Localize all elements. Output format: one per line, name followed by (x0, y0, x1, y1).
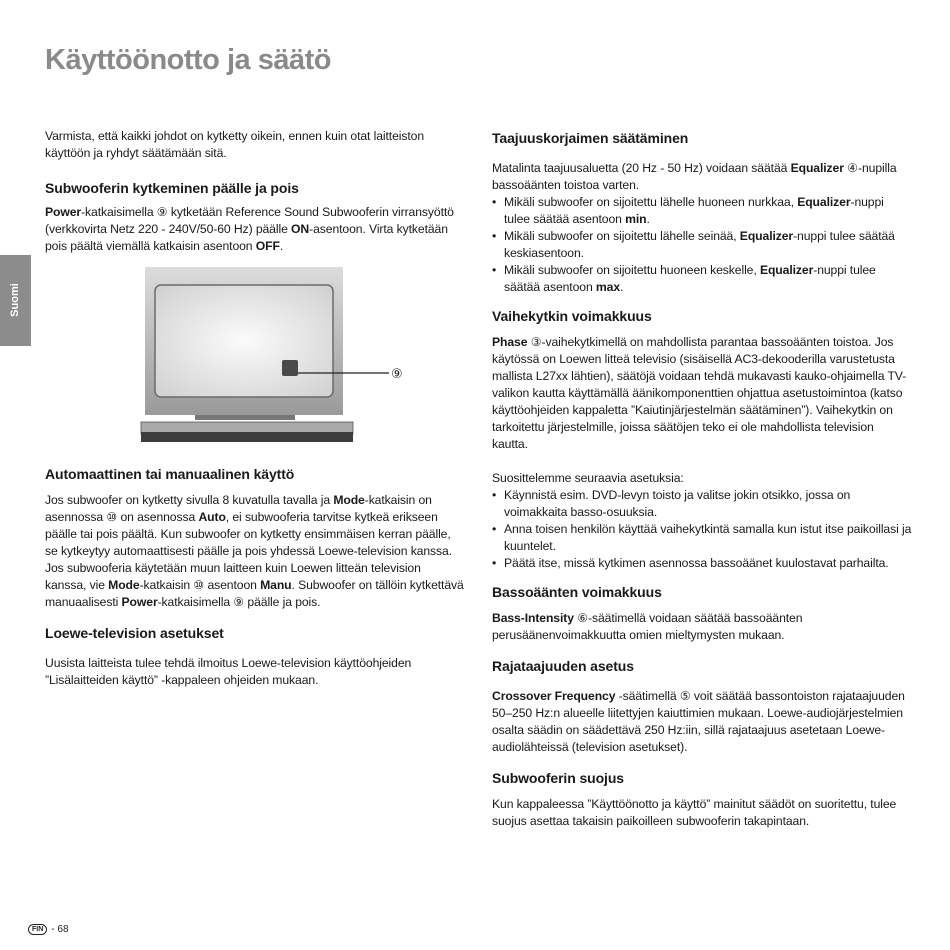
list-item: • Mikäli subwoofer on sijoitettu lähelle huoneen nurkkaa, Equalizer-nuppi tulee säätää asentoon min. (492, 194, 912, 228)
power-switch-paragraph: Power-katkaisimella ⑨ kytketään Reference Sound Subwooferin virransyöttö (verkkovirta Netz 220 - 240V/50-60 Hz) päälle ON-asentoon. Virta kytketään pois päältä viemällä katkaisin asentoon OFF. (45, 205, 454, 253)
phase-paragraph: Phase ③-vaihekytkimellä on mahdollista parantaa bassoäänten toistoa. Jos käytössä on Loewen litteä televisio (sisäisellä AC3-dekooderilla varustetusta mallista L27xx lähtien), säätöjä voidaan tehdä mukavasti kauko-ohjaimella TV-valikon kautta käyttämällä äänikomponenttien ohjattua asetustoimintoa (katso käyttöohjeiden kappaletta ”Kaiutinjärjestelmän säätäminen”). Vaihekytkin on tarkoitettu järjestelmille, joissa säätöjen teko ei ole mahdollista television kautta. (492, 335, 907, 451)
list-item: • Mikäli subwoofer on sijoitettu lähelle seinää, Equalizer-nuppi tulee säätää keskiasentoon. (492, 228, 912, 262)
side-tab-label: Suomi (9, 283, 21, 317)
subwoofer-base (141, 432, 353, 442)
list-item: • Käynnistä esim. DVD-levyn toisto ja valitse jokin otsikko, jossa on voimakkaita basso-osuuksia. (492, 487, 912, 521)
list-item: • Mikäli subwoofer on sijoitettu huoneen keskelle, Equalizer-nuppi tulee säätää asentoon max. (492, 262, 912, 296)
language-badge: FIN (28, 924, 47, 935)
callout-9: ⑨ (391, 367, 403, 382)
auto-manual-paragraph-2: Jos subwooferia käytetään muun laitteen kuin Loewen litteän television kanssa, vie Mode-katkaisin ⑩ asentoon Manu. Subwoofer on tällöin kytkettävä manuaalisesti Power-katkaisimella ⑨ päälle ja pois. (45, 561, 464, 609)
heading-subwoofer-cover: Subwooferin suojus (492, 770, 624, 786)
heading-loewe-tv-settings: Loewe-television asetukset (45, 625, 224, 641)
equalizer-paragraph: Matalinta taajuusaluetta (20 Hz - 50 Hz) voidaan säätää Equalizer ④-nupilla bassoäänten toistoa varten. (492, 161, 897, 192)
heading-equalizer: Taajuuskorjaimen säätäminen (492, 130, 689, 146)
bass-intensity-paragraph: Bass-Intensity ⑥-säätimellä voidaan säätää bassoäänten perusäänenvoimakkuutta omien mieltymysten mukaan. (492, 611, 803, 642)
heading-auto-manual: Automaattinen tai manuaalinen käyttö (45, 466, 295, 482)
heading-bass-intensity: Bassoäänten voimakkuus (492, 584, 662, 600)
list-item: • Anna toisen henkilön käyttää vaihekytkintä samalla kun istut itse paikoillasi ja kuuntelet. (492, 521, 912, 555)
loewe-tv-settings-paragraph: Uusista laitteista tulee tehdä ilmoitus Loewe-television käyttöohjeiden ”Lisälaitteiden käyttö” -kappaleen ohjeiden mukaan. (45, 656, 412, 687)
intro-paragraph: Varmista, että kaikki johdot on kytketty oikein, ennen kuin otat laitteiston käyttöön ja ryhdyt säätämään sitä. (45, 129, 424, 160)
right-column (492, 128, 912, 830)
list-item: • Päätä itse, missä kytkimen asennossa bassoäänet kuulostavat parhailta. (492, 555, 912, 572)
subwoofer-illustration (125, 265, 455, 450)
subwoofer-panel (155, 285, 333, 397)
auto-manual-paragraph-1: Jos subwoofer on kytketty sivulla 8 kuvatulla tavalla ja Mode-katkaisin on asennossa ⑩ on asennossa Auto, ei subwooferia tarvitse kytkeä erikseen päälle tai pois päältä. Kun subwoofer on kytketty ensimmäisen kerran päälle, se kytkeytyy automaattisesti päälle ja pois yhdessä Loewe-television kanssa. (45, 493, 452, 558)
heading-power-switch: Subwooferin kytkeminen päälle ja pois (45, 180, 299, 196)
heading-crossover: Rajataajuuden asetus (492, 658, 634, 674)
phase-list (492, 487, 912, 572)
crossover-paragraph: Crossover Frequency -säätimellä ⑤ voit säätää bassontoiston rajataajuuden 50–250 Hz:n alueelle liitettyjen kaiuttimien mukaan. Loewe-audiojärjestelmien osalta säädin on säädettävä 250 Hz:iin, sillä rajataajuus asetetaan Loewe-audiolähteissä (television asetukset). (492, 689, 905, 754)
page-title: Käyttöönotto ja säätö (45, 44, 331, 76)
equalizer-list (492, 194, 912, 296)
phase-recommendation: Suosittelemme seuraavia asetuksia: (492, 471, 684, 485)
power-switch (282, 360, 298, 376)
subwoofer-stand-bar (195, 415, 295, 420)
left-column (45, 128, 465, 689)
heading-phase: Vaihekytkin voimakkuus (492, 308, 652, 324)
page-number: - 68 (51, 924, 69, 935)
subwoofer-cover-paragraph: Kun kappaleessa ”Käyttöönotto ja käyttö” mainitut säädöt on suoritettu, tulee suojus asettaa takaisin paikoilleen subwooferin takapintaan. (492, 797, 897, 828)
page-footer (28, 924, 69, 935)
